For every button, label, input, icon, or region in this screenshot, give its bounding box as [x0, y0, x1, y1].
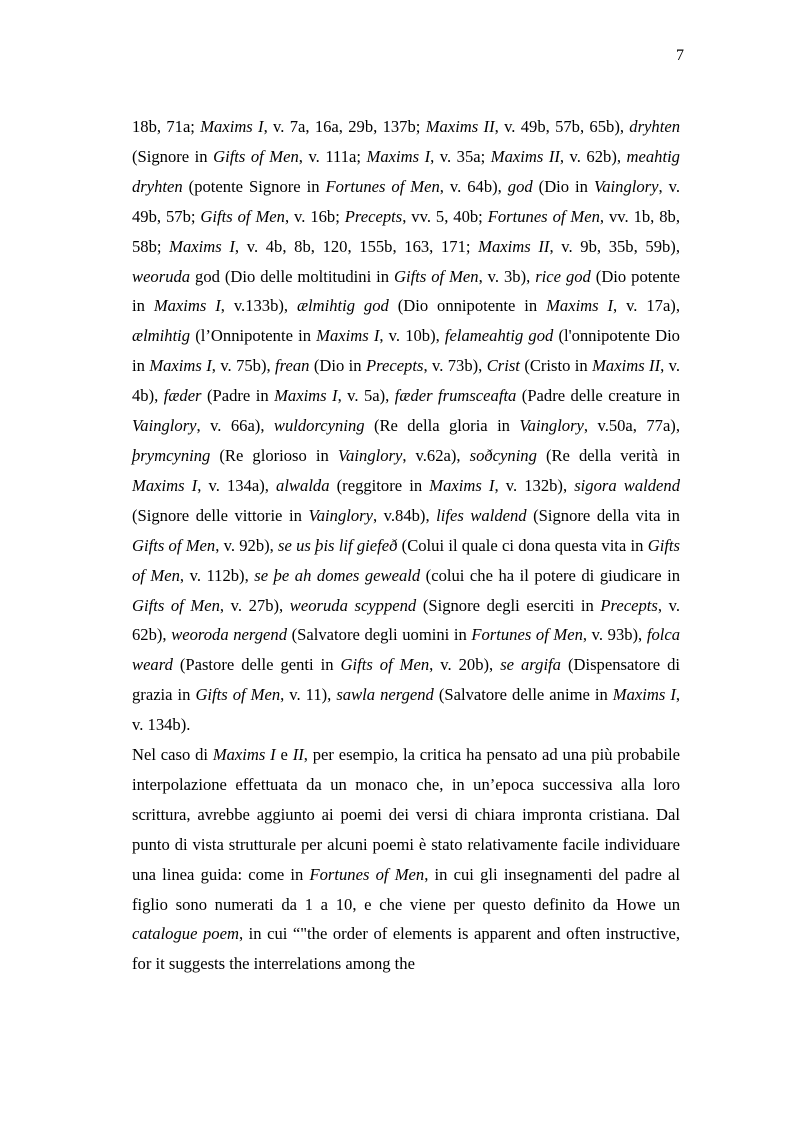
italic-run: Precepts — [344, 206, 403, 226]
italic-run: Maxims I — [316, 326, 380, 346]
text-run: , v. 111a; — [298, 146, 367, 166]
text-run: (Colui il quale ci dona questa vita in — [397, 535, 648, 555]
text-run: , v. 112b), — [179, 565, 255, 585]
text-run: , in cui gli insegnamenti del padre al figlio sono numerati da 1 a 10, e che viene per questo definito da Howe un — [132, 864, 680, 914]
text-run: 18b, 71a; — [132, 117, 201, 136]
italic-run: dryhten — [629, 117, 680, 136]
text-run: (Dio potente in — [132, 266, 680, 316]
paragraph — [132, 740, 680, 979]
italic-run: Vainglory — [593, 176, 659, 196]
italic-run: se þe ah domes geweald — [254, 565, 421, 585]
text-run: , v.62a), — [402, 445, 470, 465]
text-run: , v. 134a), — [197, 475, 277, 495]
text-run: , v. 75b), — [211, 356, 276, 376]
italic-run: sigora waldend — [574, 475, 680, 495]
italic-run: Maxims I — [169, 236, 235, 256]
paragraph — [132, 112, 680, 740]
text-run: , in cui “"the order of elements is apparent and often instructive, for it suggests the interrelations among the — [132, 924, 680, 974]
italic-run: Precepts — [365, 356, 424, 376]
text-run: , vv. 1b, 8b, 58b; — [132, 206, 681, 256]
text-run: (Pastore delle genti in — [172, 655, 341, 675]
text-run: , v.84b), — [372, 505, 437, 525]
text-run: , v. 4b), — [132, 356, 681, 406]
italic-run: se argifa — [500, 655, 561, 675]
italic-run: fæder frumsceafta — [394, 386, 517, 406]
text-run: , v. 3b), — [478, 266, 536, 286]
text-run: , v. 16b; — [284, 206, 345, 226]
italic-run: Fortunes of Men — [309, 864, 425, 884]
page-number: 7 — [676, 47, 684, 64]
text-run: , v. 62b), — [559, 146, 627, 166]
italic-run: Vainglory — [337, 445, 403, 465]
italic-run: felameahtig god — [444, 326, 554, 346]
body-text — [132, 112, 680, 979]
text-run: god (Dio delle moltitudini in — [190, 266, 394, 286]
text-run: (Re della verità in — [536, 445, 680, 465]
italic-run: Maxims I — [149, 356, 212, 376]
italic-run: Maxims I — [546, 296, 614, 316]
text-run: , vv. 5, 40b; — [402, 206, 488, 226]
italic-run: god — [507, 176, 533, 196]
text-run: , v. 4b, 8b, 120, 155b, 163, 171; — [234, 236, 479, 256]
italic-run: catalogue poem — [132, 924, 239, 944]
text-run: , v.50a, 77a), — [583, 416, 680, 436]
italic-run: þrymcyning — [132, 445, 211, 465]
text-run: (Re glorioso in — [210, 445, 338, 465]
italic-run: Crist — [486, 356, 520, 376]
italic-run: weoroda nergend — [171, 625, 288, 645]
italic-run: fæder — [163, 386, 202, 406]
text-run: , v. 20b), — [429, 655, 501, 675]
text-run: (Signore della vita in — [526, 505, 680, 525]
italic-run: Gifts of Men — [132, 535, 216, 555]
text-run: (Padre in — [201, 386, 275, 406]
italic-run: Maxims I — [132, 475, 198, 495]
text-run: , v. 7a, 16a, 29b, 137b; — [263, 117, 426, 136]
italic-run: Fortunes of Men — [487, 206, 600, 226]
text-run: , v. 134b). — [132, 685, 681, 735]
text-run: (l’Onnipotente in — [190, 326, 317, 346]
italic-run: Vainglory — [132, 416, 197, 436]
text-run: (potente Signore in — [182, 176, 326, 196]
text-run: , v. 5a), — [337, 386, 395, 406]
italic-run: Fortunes of Men — [325, 176, 440, 196]
italic-run: Gifts of Men — [340, 655, 430, 675]
text-run: , v. 17a), — [613, 296, 680, 316]
text-run: , v. 64b), — [439, 176, 508, 196]
italic-run: Gifts of Men — [132, 595, 220, 615]
italic-run: Precepts — [600, 595, 658, 615]
text-run: (Signore degli eserciti in — [416, 595, 601, 615]
italic-run: rice god — [535, 266, 591, 286]
text-run: , v. 35a; — [430, 146, 491, 166]
italic-run: weoruda scyppend — [289, 595, 417, 615]
italic-run: Maxims II — [592, 356, 661, 376]
text-run: , v. 27b), — [219, 595, 290, 615]
text-run: , v. 11), — [280, 685, 337, 705]
italic-run: Gifts of Men — [394, 266, 479, 286]
italic-run: meahtig dryhten — [132, 146, 680, 196]
text-run: (Signore in — [132, 146, 214, 166]
italic-run: Vainglory — [308, 505, 373, 525]
text-run: (Dio onnipotente in — [388, 296, 547, 316]
text-run: (Salvatore delle anime in — [433, 685, 613, 705]
text-run: (Padre delle creature in — [516, 386, 680, 406]
italic-run: Maxims I — [212, 745, 276, 765]
italic-run: wuldorcyning — [273, 416, 365, 436]
text-run: , per esempio, la critica ha pensato ad una più probabile interpolazione effettuata da un monaco che, in un’epoca successiva alla loro scrittura, avrebbe aggiunto ai poemi dei versi di chiara impronta cristiana. Dal punto di vista strutturale per alcuni poemi è stato relativamente facile individuare una linea guida: come in — [132, 745, 680, 884]
text-run: , v. 49b, 57b; — [132, 176, 680, 226]
text-run: (colui che ha il potere di giudicare in — [420, 565, 680, 585]
italic-run: Maxims I — [429, 475, 495, 495]
italic-run: Maxims I — [153, 296, 221, 316]
italic-run: Gifts of Men — [200, 206, 285, 226]
italic-run: alwalda — [276, 475, 330, 495]
italic-run: Vainglory — [519, 416, 584, 436]
italic-run: Maxims I — [366, 146, 431, 166]
italic-run: se us þis lif giefeð — [278, 535, 398, 555]
text-run: (reggitore in — [329, 475, 430, 495]
text-run: , v. 10b), — [379, 326, 445, 346]
text-run: (Cristo in — [519, 356, 593, 376]
italic-run: Maxims I — [200, 117, 264, 136]
italic-run: Maxims II — [425, 117, 495, 136]
italic-run: ælmihtig — [132, 326, 191, 346]
italic-run: Maxims II — [478, 236, 550, 256]
text-run: (Salvatore degli uomini in — [287, 625, 472, 645]
italic-run: Gifts of Men — [213, 146, 299, 166]
text-run: , v. 92b), — [215, 535, 279, 555]
italic-run: II — [292, 745, 304, 765]
italic-run: Maxims I — [612, 685, 676, 705]
text-run: (Dio in — [309, 356, 366, 376]
text-run: , v. 73b), — [423, 356, 487, 376]
text-run: (Signore delle vittorie in — [132, 505, 309, 525]
italic-run: Maxims II — [490, 146, 560, 166]
italic-run: frean — [275, 356, 310, 376]
text-run: Nel caso di — [132, 745, 213, 765]
text-run: (Dispensatore di grazia in — [132, 655, 681, 705]
text-run: , v. 132b), — [494, 475, 575, 495]
italic-run: Gifts of Men — [195, 685, 281, 705]
italic-run: lifes waldend — [436, 505, 527, 525]
italic-run: Maxims I — [274, 386, 338, 406]
italic-run: sawla nergend — [336, 685, 434, 705]
text-run: (Dio in — [532, 176, 594, 196]
text-run: (l'onnipotente Dio in — [132, 326, 680, 376]
italic-run: Fortunes of Men — [471, 625, 583, 645]
text-run: (Re della gloria in — [364, 416, 520, 436]
text-run: , v. 62b), — [132, 595, 680, 645]
text-run: e — [275, 745, 293, 765]
text-run: , v. 93b), — [582, 625, 647, 645]
text-run: , v.133b), — [220, 296, 297, 316]
italic-run: Gifts of Men — [132, 535, 680, 585]
italic-run: soðcyning — [469, 445, 537, 465]
italic-run: weoruda — [132, 266, 191, 286]
text-run: , v. 66a), — [196, 416, 274, 436]
italic-run: folca weard — [132, 625, 681, 675]
italic-run: ælmihtig god — [296, 296, 389, 316]
text-run: , v. 9b, 35b, 59b), — [549, 236, 680, 256]
text-run: , v. 49b, 57b, 65b), — [494, 117, 630, 136]
